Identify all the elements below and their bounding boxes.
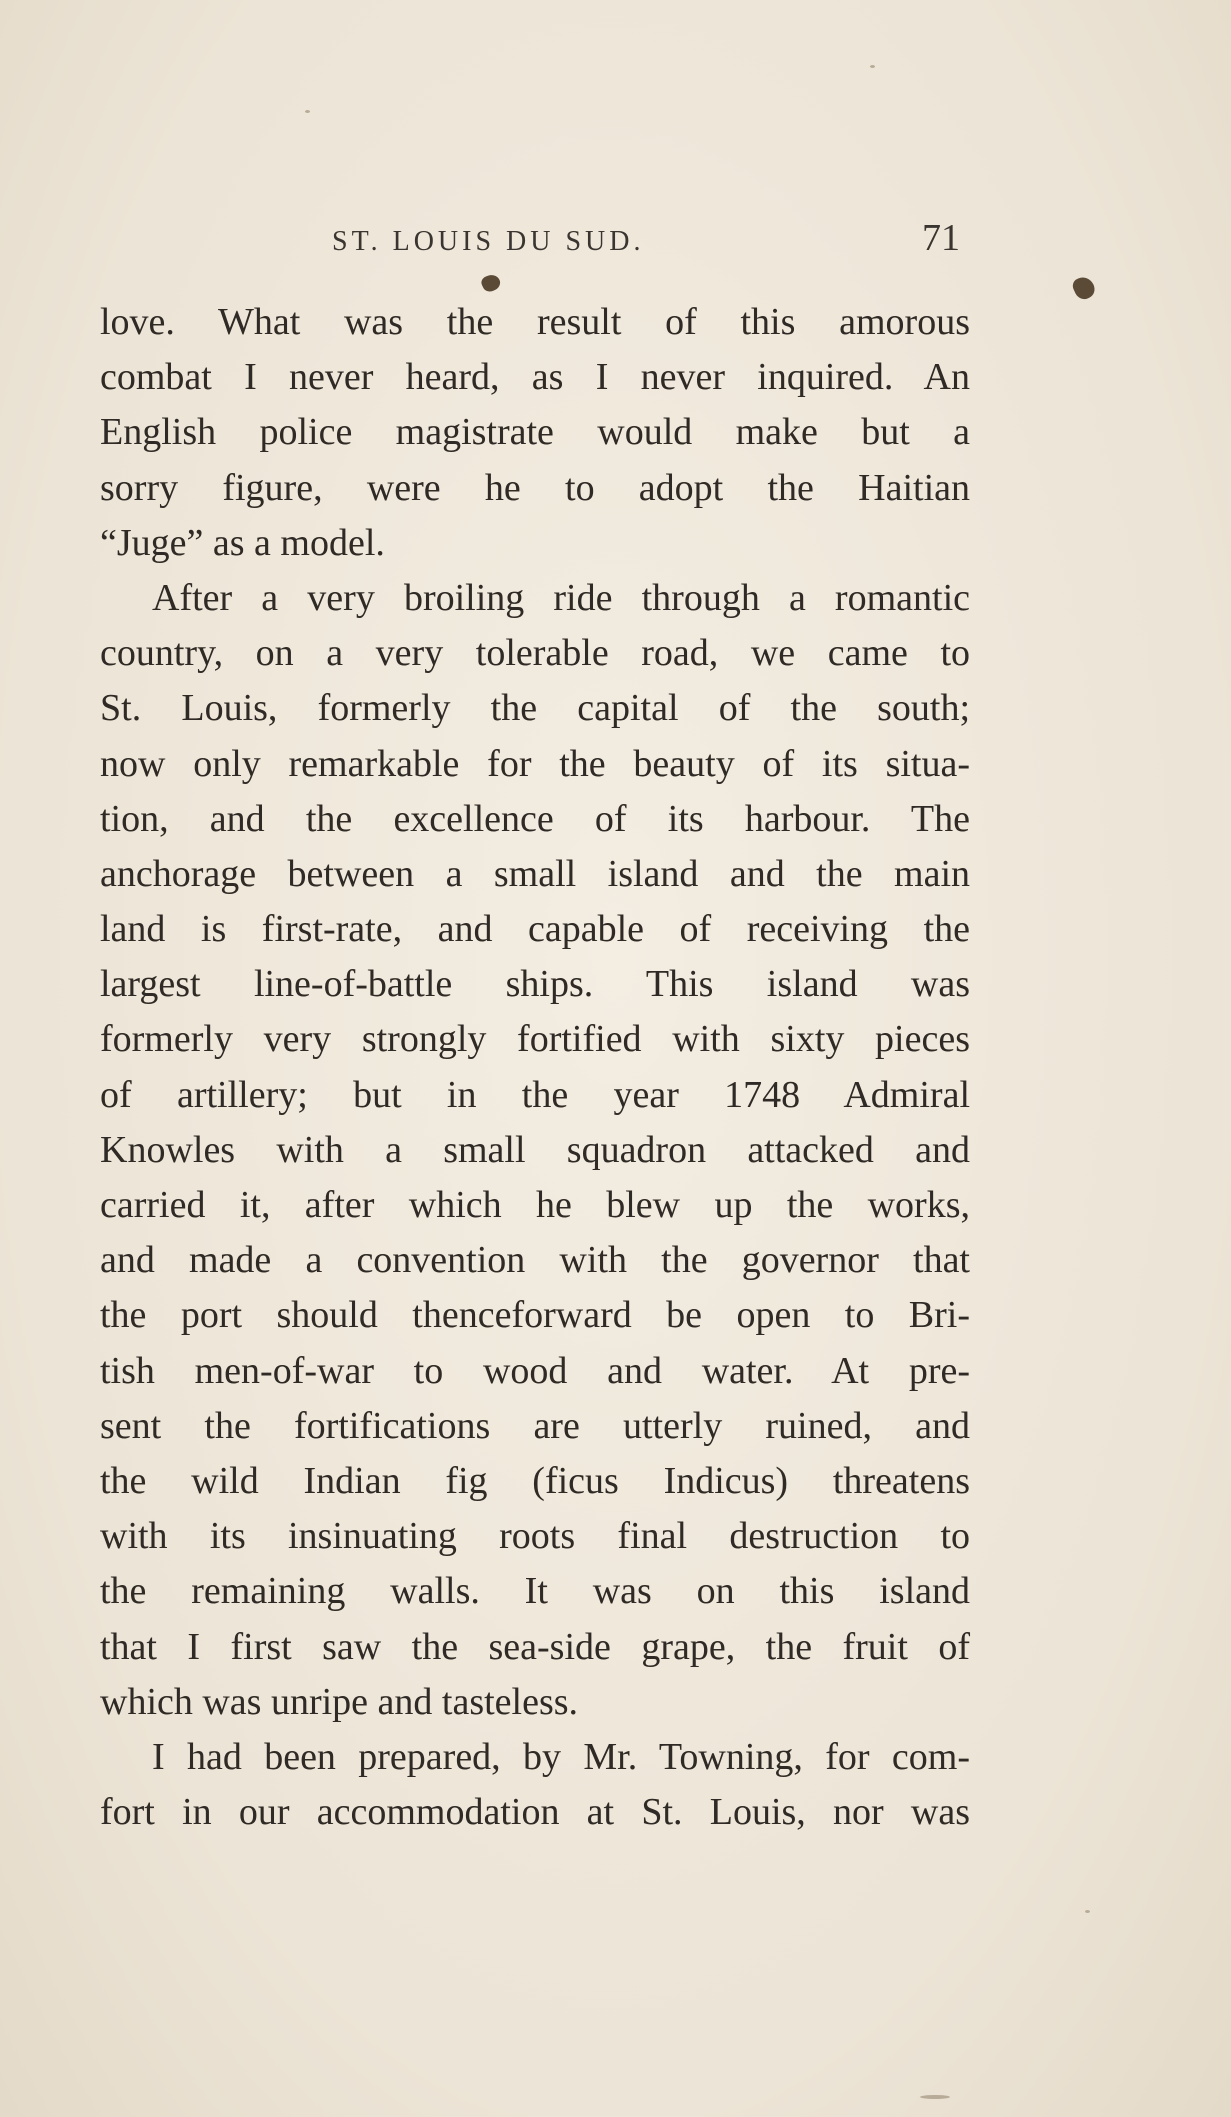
text-line: country, on a very tolerable road, we came to [100,632,970,675]
text-line: St. Louis, formerly the capital of the south; [100,687,970,730]
text-line: now only remarkable for the beauty of its situa- [100,742,970,785]
text-line: the remaining walls. It was on this island [100,1570,970,1613]
text-line: and made a convention with the governor that [100,1239,970,1282]
text-line: anchorage between a small island and the main [100,852,970,895]
text-line: land is first-rate, and capable of receiving the [100,908,970,951]
text-line: combat I never heard, as I never inquired. An [100,356,970,399]
text-line: sent the fortifications are utterly ruined, and [100,1404,970,1447]
text-line: which was unripe and tasteless. [100,1680,579,1723]
text-line: with its insinuating roots final destruction to [100,1515,970,1558]
text-line: Knowles with a small squadron attacked and [100,1128,970,1171]
ink-blot-mark [479,272,502,294]
text-line: sorry figure, were he to adopt the Haitian [100,466,970,509]
text-line: formerly very strongly fortified with sixty pieces [100,1018,970,1061]
paper-speck [870,65,875,68]
text-line: I had been prepared, by Mr. Towning, for com- [152,1735,970,1778]
text-line: tion, and the excellence of its harbour. The [100,797,970,840]
text-line: fort in our accommodation at St. Louis, nor was [100,1791,970,1834]
text-line: that I first saw the sea-side grape, the fruit of [100,1625,970,1668]
text-line: English police magistrate would make but a [100,411,970,454]
text-line: of artillery; but in the year 1748 Admiral [100,1073,970,1116]
running-head: ST. LOUIS DU SUD. [332,226,645,257]
paper-speck [1085,1910,1090,1913]
page-number: 71 [922,217,960,259]
text-line: love. What was the result of this amorous [100,301,970,343]
text-line: tish men-of-war to wood and water. At pre- [100,1349,970,1392]
paper-stain-mark [1070,274,1097,302]
text-line: carried it, after which he blew up the works, [100,1184,970,1226]
text-line: After a very broiling ride through a romantic [152,576,970,619]
text-line: the wild Indian fig (ficus Indicus) threatens [100,1459,970,1502]
paper-speck [305,110,310,113]
paper-speck [920,2095,950,2099]
page-header [100,217,960,270]
text-line: largest line-of-battle ships. This island was [100,963,970,1006]
body-text [100,295,970,1840]
text-line: the port should thenceforward be open to Bri- [100,1294,970,1337]
text-line: “Juge” as a model. [100,521,385,564]
